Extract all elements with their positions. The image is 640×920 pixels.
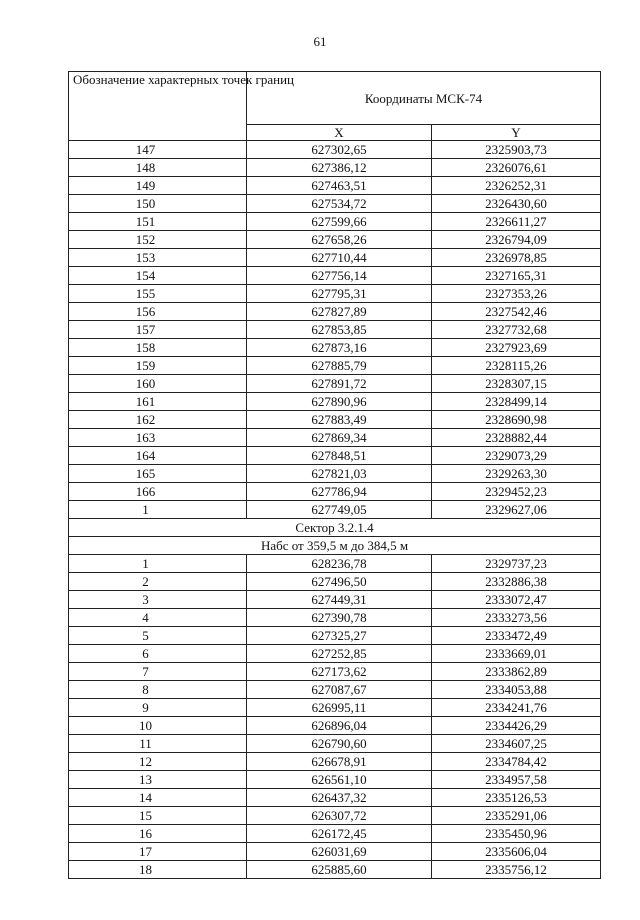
x-coordinate-cell: 626307,72 — [247, 807, 432, 825]
point-id-cell: 162 — [69, 411, 247, 429]
point-id-cell: 18 — [69, 861, 247, 879]
y-coordinate-cell: 2333072,47 — [432, 591, 601, 609]
table-body-sector — [69, 555, 601, 879]
y-coordinate-cell: 2334784,42 — [432, 753, 601, 771]
point-id-cell: 156 — [69, 303, 247, 321]
point-id-cell: 1 — [69, 555, 247, 573]
x-coordinate-cell: 627749,05 — [247, 501, 432, 519]
x-coordinate-cell: 627873,16 — [247, 339, 432, 357]
point-id-cell: 148 — [69, 159, 247, 177]
x-coordinate-cell: 627890,96 — [247, 393, 432, 411]
y-coordinate-cell: 2328499,14 — [432, 393, 601, 411]
point-id-cell: 15 — [69, 807, 247, 825]
x-coordinate-cell: 627252,85 — [247, 645, 432, 663]
table-row — [69, 663, 601, 681]
sector-title: Сектор 3.2.1.4 — [69, 519, 601, 537]
height-range: Набс от 359,5 м до 384,5 м — [69, 537, 601, 555]
x-coordinate-cell: 627599,66 — [247, 213, 432, 231]
x-coordinate-cell: 627891,72 — [247, 375, 432, 393]
x-coordinate-cell: 627853,85 — [247, 321, 432, 339]
table-row — [69, 447, 601, 465]
point-id-cell: 157 — [69, 321, 247, 339]
y-coordinate-cell: 2328690,98 — [432, 411, 601, 429]
table-row — [69, 285, 601, 303]
x-coordinate-cell: 627883,49 — [247, 411, 432, 429]
header-x: X — [247, 125, 432, 141]
table-row — [69, 213, 601, 231]
x-coordinate-cell: 627386,12 — [247, 159, 432, 177]
point-id-cell: 4 — [69, 609, 247, 627]
y-coordinate-cell: 2327923,69 — [432, 339, 601, 357]
table-row — [69, 303, 601, 321]
x-coordinate-cell: 626172,45 — [247, 825, 432, 843]
table-row — [69, 321, 601, 339]
y-coordinate-cell: 2326794,09 — [432, 231, 601, 249]
point-id-cell: 165 — [69, 465, 247, 483]
x-coordinate-cell: 626995,11 — [247, 699, 432, 717]
point-id-cell: 1 — [69, 501, 247, 519]
table-row — [69, 861, 601, 879]
table-row — [69, 177, 601, 195]
x-coordinate-cell: 627710,44 — [247, 249, 432, 267]
table-row — [69, 231, 601, 249]
table-row — [69, 753, 601, 771]
x-coordinate-cell: 627885,79 — [247, 357, 432, 375]
x-coordinate-cell: 627534,72 — [247, 195, 432, 213]
point-id-cell: 149 — [69, 177, 247, 195]
point-id-cell: 7 — [69, 663, 247, 681]
point-id-cell: 158 — [69, 339, 247, 357]
point-id-cell: 3 — [69, 591, 247, 609]
x-coordinate-cell: 627869,34 — [247, 429, 432, 447]
point-id-cell: 2 — [69, 573, 247, 591]
point-id-cell: 14 — [69, 789, 247, 807]
y-coordinate-cell: 2333472,49 — [432, 627, 601, 645]
point-id-cell: 161 — [69, 393, 247, 411]
x-coordinate-cell: 627786,94 — [247, 483, 432, 501]
table-row — [69, 483, 601, 501]
y-coordinate-cell: 2329073,29 — [432, 447, 601, 465]
point-id-cell: 12 — [69, 753, 247, 771]
y-coordinate-cell: 2334241,76 — [432, 699, 601, 717]
y-coordinate-cell: 2334957,58 — [432, 771, 601, 789]
header-coordinate-system: Координаты МСК-74 — [247, 72, 601, 125]
table-row — [69, 591, 601, 609]
table-row — [69, 555, 601, 573]
y-coordinate-cell: 2327165,31 — [432, 267, 601, 285]
y-coordinate-cell: 2335291,06 — [432, 807, 601, 825]
y-coordinate-cell: 2326978,85 — [432, 249, 601, 267]
y-coordinate-cell: 2326076,61 — [432, 159, 601, 177]
table-row — [69, 339, 601, 357]
point-id-cell: 147 — [69, 141, 247, 159]
table-row — [69, 699, 601, 717]
point-id-cell: 155 — [69, 285, 247, 303]
x-coordinate-cell: 627496,50 — [247, 573, 432, 591]
table-row — [69, 789, 601, 807]
x-coordinate-cell: 627087,67 — [247, 681, 432, 699]
point-id-cell: 17 — [69, 843, 247, 861]
y-coordinate-cell: 2332886,38 — [432, 573, 601, 591]
point-id-cell: 16 — [69, 825, 247, 843]
table-row — [69, 393, 601, 411]
table-row — [69, 645, 601, 663]
sector-block — [69, 519, 601, 555]
table-row — [69, 807, 601, 825]
x-coordinate-cell: 626561,10 — [247, 771, 432, 789]
y-coordinate-cell: 2325903,73 — [432, 141, 601, 159]
point-id-cell: 153 — [69, 249, 247, 267]
table-row — [69, 573, 601, 591]
point-id-cell: 10 — [69, 717, 247, 735]
x-coordinate-cell: 627827,89 — [247, 303, 432, 321]
table-row — [69, 249, 601, 267]
coordinates-table — [68, 71, 601, 879]
point-id-cell: 164 — [69, 447, 247, 465]
table-row — [69, 771, 601, 789]
table-row — [69, 501, 601, 519]
x-coordinate-cell: 628236,78 — [247, 555, 432, 573]
table-row — [69, 465, 601, 483]
x-coordinate-cell: 627173,62 — [247, 663, 432, 681]
y-coordinate-cell: 2329452,23 — [432, 483, 601, 501]
y-coordinate-cell: 2335606,04 — [432, 843, 601, 861]
point-id-cell: 13 — [69, 771, 247, 789]
point-id-cell: 160 — [69, 375, 247, 393]
table-row — [69, 717, 601, 735]
y-coordinate-cell: 2328307,15 — [432, 375, 601, 393]
y-coordinate-cell: 2333862,89 — [432, 663, 601, 681]
table-row — [69, 429, 601, 447]
x-coordinate-cell: 627848,51 — [247, 447, 432, 465]
x-coordinate-cell: 627449,31 — [247, 591, 432, 609]
y-coordinate-cell: 2334607,25 — [432, 735, 601, 753]
table-row — [69, 735, 601, 753]
table-row — [69, 411, 601, 429]
x-coordinate-cell: 627821,03 — [247, 465, 432, 483]
y-coordinate-cell: 2329263,30 — [432, 465, 601, 483]
x-coordinate-cell: 627756,14 — [247, 267, 432, 285]
y-coordinate-cell: 2333273,56 — [432, 609, 601, 627]
x-coordinate-cell: 626437,32 — [247, 789, 432, 807]
point-id-cell: 154 — [69, 267, 247, 285]
header-boundary-points: Обозначение характерных точек границ — [69, 72, 247, 141]
table-row — [69, 375, 601, 393]
point-id-cell: 163 — [69, 429, 247, 447]
table-row — [69, 843, 601, 861]
y-coordinate-cell: 2334053,88 — [432, 681, 601, 699]
x-coordinate-cell: 626896,04 — [247, 717, 432, 735]
table-row — [69, 267, 601, 285]
point-id-cell: 151 — [69, 213, 247, 231]
y-coordinate-cell: 2329737,23 — [432, 555, 601, 573]
point-id-cell: 9 — [69, 699, 247, 717]
point-id-cell: 5 — [69, 627, 247, 645]
x-coordinate-cell: 626790,60 — [247, 735, 432, 753]
y-coordinate-cell: 2335450,96 — [432, 825, 601, 843]
point-id-cell: 159 — [69, 357, 247, 375]
y-coordinate-cell: 2329627,06 — [432, 501, 601, 519]
x-coordinate-cell: 627390,78 — [247, 609, 432, 627]
point-id-cell: 6 — [69, 645, 247, 663]
table-row — [69, 825, 601, 843]
point-id-cell: 166 — [69, 483, 247, 501]
table-row — [69, 159, 601, 177]
y-coordinate-cell: 2335756,12 — [432, 861, 601, 879]
table-row — [69, 141, 601, 159]
header-y: Y — [432, 125, 601, 141]
y-coordinate-cell: 2333669,01 — [432, 645, 601, 663]
x-coordinate-cell: 627302,65 — [247, 141, 432, 159]
table-row — [69, 609, 601, 627]
x-coordinate-cell: 626678,91 — [247, 753, 432, 771]
y-coordinate-cell: 2327353,26 — [432, 285, 601, 303]
table-body-first-part — [69, 141, 601, 519]
x-coordinate-cell: 627463,51 — [247, 177, 432, 195]
point-id-cell: 11 — [69, 735, 247, 753]
y-coordinate-cell: 2326430,60 — [432, 195, 601, 213]
x-coordinate-cell: 625885,60 — [247, 861, 432, 879]
point-id-cell: 8 — [69, 681, 247, 699]
table-row — [69, 681, 601, 699]
point-id-cell: 150 — [69, 195, 247, 213]
y-coordinate-cell: 2334426,29 — [432, 717, 601, 735]
x-coordinate-cell: 627325,27 — [247, 627, 432, 645]
y-coordinate-cell: 2327542,46 — [432, 303, 601, 321]
x-coordinate-cell: 626031,69 — [247, 843, 432, 861]
y-coordinate-cell: 2326252,31 — [432, 177, 601, 195]
y-coordinate-cell: 2326611,27 — [432, 213, 601, 231]
table-row — [69, 195, 601, 213]
table-row — [69, 627, 601, 645]
y-coordinate-cell: 2335126,53 — [432, 789, 601, 807]
x-coordinate-cell: 627658,26 — [247, 231, 432, 249]
point-id-cell: 152 — [69, 231, 247, 249]
y-coordinate-cell: 2328115,26 — [432, 357, 601, 375]
x-coordinate-cell: 627795,31 — [247, 285, 432, 303]
y-coordinate-cell: 2328882,44 — [432, 429, 601, 447]
y-coordinate-cell: 2327732,68 — [432, 321, 601, 339]
table-row — [69, 357, 601, 375]
page-number: 61 — [313, 34, 327, 49]
